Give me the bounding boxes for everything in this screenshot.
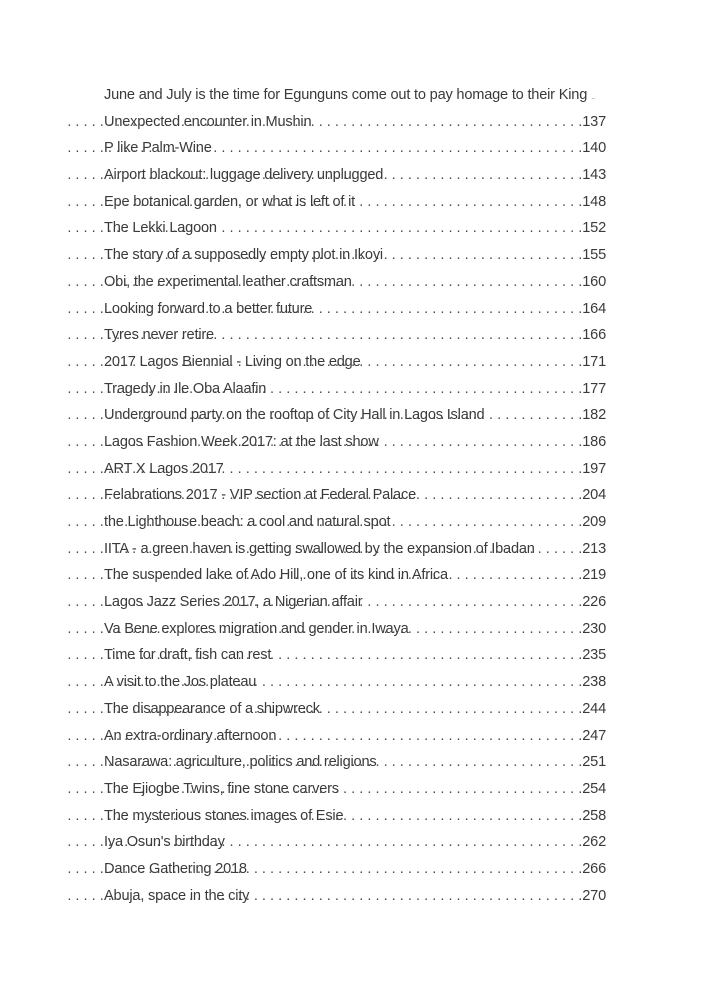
dot-leader	[277, 642, 582, 669]
dot-leader	[415, 616, 583, 643]
toc-entry[interactable]	[104, 642, 606, 669]
toc-entry-title: The story of a supposedly empty plot in Ikoyi	[104, 247, 383, 264]
toc-entry-title: An extra-ordinary afternoon	[104, 727, 277, 744]
dot-leader	[385, 429, 583, 456]
dot-leader	[231, 829, 583, 856]
toc-entry[interactable]	[104, 189, 606, 216]
table-of-contents	[104, 82, 606, 909]
toc-entry[interactable]	[104, 429, 606, 456]
toc-entry-title: Time for draft, fish can rest	[104, 647, 272, 664]
toc-entry-title: Looking forward to a better future	[104, 300, 313, 317]
toc-entry-title: Dance Gathering 2018	[104, 860, 247, 877]
toc-entry-page: 171	[582, 353, 606, 370]
toc-entry-page: 262	[582, 834, 606, 851]
toc-entry-page: 186	[582, 433, 606, 450]
toc-entry-title: The disappearance of a shipwreck	[104, 700, 320, 717]
toc-entry[interactable]	[104, 242, 606, 269]
dot-leader	[262, 669, 582, 696]
dot-leader	[368, 589, 582, 616]
toc-entry[interactable]	[104, 269, 606, 296]
dot-leader	[272, 376, 582, 403]
dot-leader	[541, 536, 583, 563]
toc-entry[interactable]	[104, 616, 606, 643]
dot-leader	[389, 162, 582, 189]
toc-entry[interactable]	[104, 349, 606, 376]
toc-entry-title: Obi, the experimental leather craftsman	[104, 273, 352, 290]
dot-leader	[587, 85, 595, 112]
toc-entry-title: Tragedy in Ile Oba Alaafin	[104, 380, 267, 397]
toc-entry[interactable]	[104, 82, 606, 109]
dot-leader	[220, 322, 582, 349]
toc-entry-title: Felabrations 2017 - VIP section at Federal Palace	[104, 487, 416, 504]
dot-leader	[349, 803, 582, 830]
dot-leader	[396, 509, 582, 536]
toc-entry-title: Iya Osun's birthday	[104, 834, 225, 851]
toc-entry-title: Epe botanical garden, or what is left of it	[104, 193, 355, 210]
toc-entry[interactable]	[104, 589, 606, 616]
toc-entry-title: ART X Lagos 2017	[104, 460, 224, 477]
toc-entry[interactable]	[104, 296, 606, 323]
toc-entry-title: June and July is the time for Egunguns come out to pay homage to their King	[104, 87, 588, 103]
toc-entry-page: 251	[582, 754, 606, 771]
toc-entry-title: Tyres never retire	[104, 327, 214, 344]
toc-entry[interactable]	[104, 829, 606, 856]
toc-entry-title: the Lighthouse beach: a cool and natural spot	[104, 514, 391, 530]
dot-leader	[326, 696, 582, 723]
toc-entry-page: 230	[582, 620, 606, 637]
dot-leader	[345, 776, 582, 803]
toc-entry-page: 148	[582, 193, 606, 210]
toc-entry[interactable]	[104, 402, 606, 429]
toc-entry-page: 160	[582, 273, 606, 290]
dot-leader	[382, 749, 582, 776]
toc-entry-title: Lagos Fashion Week 2017: at the last show	[104, 433, 379, 450]
toc-entry[interactable]	[104, 135, 606, 162]
toc-entry-page: 244	[582, 700, 606, 717]
toc-entry-page: 258	[582, 807, 606, 824]
dot-leader	[282, 723, 582, 750]
toc-entry-page: 137	[582, 113, 606, 130]
toc-entry-title: A visit to the Jos plateau	[104, 674, 257, 691]
toc-entry-page: 177	[582, 380, 606, 397]
dot-leader	[255, 883, 582, 910]
toc-entry[interactable]	[104, 856, 606, 883]
toc-entry[interactable]	[104, 696, 606, 723]
dot-leader	[422, 482, 582, 509]
toc-entry[interactable]	[104, 322, 606, 349]
toc-entry-title: The mysterious stones images of Esie	[104, 807, 344, 824]
toc-entry-title: 2017 Lagos Biennial - Living on the edge	[104, 353, 361, 370]
toc-entry[interactable]	[104, 536, 606, 563]
dot-leader	[318, 296, 582, 323]
toc-entry-page: 270	[582, 887, 606, 904]
toc-entry-title: Underground party on the rooftop of City Hall in Lagos Island	[104, 407, 485, 424]
toc-entry[interactable]	[104, 562, 606, 589]
toc-entry-page: 155	[582, 247, 606, 264]
toc-entry-title: The Lekki Lagoon	[104, 220, 217, 237]
dot-leader	[367, 349, 583, 376]
dot-leader	[490, 402, 582, 429]
toc-entry-page: 140	[582, 140, 606, 157]
toc-entry[interactable]	[104, 215, 606, 242]
toc-entry[interactable]	[104, 162, 606, 189]
toc-entry-title: Unexpected encounter in Mushin	[104, 113, 312, 130]
toc-entry-title: Va Bene explores migration and gender in Iwaya	[104, 620, 409, 637]
toc-entry[interactable]	[104, 509, 606, 536]
toc-entry[interactable]	[104, 456, 606, 483]
toc-entry-page: 166	[582, 327, 606, 344]
toc-entry[interactable]	[104, 669, 606, 696]
dot-leader	[361, 189, 582, 216]
dot-leader	[230, 456, 583, 483]
toc-entry[interactable]	[104, 723, 606, 750]
toc-entry-page: 209	[582, 514, 606, 530]
dot-leader	[389, 242, 582, 269]
toc-entry-page: 204	[582, 487, 606, 504]
toc-entry-page: 238	[582, 674, 606, 691]
toc-entry[interactable]	[104, 803, 606, 830]
dot-leader	[358, 269, 583, 296]
dot-leader	[317, 109, 582, 136]
toc-entry-page: 213	[582, 540, 606, 557]
toc-entry-title: P like Palm-Wine	[104, 140, 212, 157]
toc-entry-title: IITA - a green haven is getting swallowed by the expansion of Ibadan	[104, 540, 535, 557]
toc-entry-page: 266	[582, 860, 606, 877]
toc-entry-title: Airport blackout: luggage delivery unplugged	[104, 167, 384, 184]
toc-entry-page: 226	[582, 594, 606, 611]
toc-entry-page: 152	[582, 220, 606, 237]
dot-leader	[218, 135, 583, 162]
toc-entry[interactable]	[104, 749, 606, 776]
toc-entry-page: 247	[582, 727, 606, 744]
toc-entry[interactable]	[104, 776, 606, 803]
toc-entry-page: 182	[582, 407, 606, 424]
dot-leader	[253, 856, 582, 883]
toc-entry-title: The Ejiogbe Twins, fine stone carvers	[104, 780, 339, 797]
toc-entry-title: The suspended lake of Ado Hill, one of its kind in Africa	[104, 567, 448, 584]
dot-leader	[454, 562, 582, 589]
toc-entry[interactable]	[104, 883, 606, 910]
toc-entry-page: 197	[582, 460, 606, 477]
toc-entry-page: 235	[582, 647, 606, 664]
dot-leader	[223, 215, 582, 242]
toc-entry[interactable]	[104, 376, 606, 403]
toc-entry-page: 164	[582, 300, 606, 317]
toc-entry[interactable]	[104, 109, 606, 136]
toc-entry-page: 219	[582, 567, 606, 584]
toc-entry-page: 254	[582, 780, 606, 797]
toc-entry-title: Abuja, space in the city	[104, 887, 250, 904]
toc-entry-page: 143	[582, 167, 606, 184]
toc-entry-title: Lagos Jazz Series 2017, a Nigerian affair	[104, 594, 363, 611]
toc-entry-title: Nasarawa: agriculture, politics and religions	[104, 754, 377, 771]
toc-entry[interactable]	[104, 482, 606, 509]
